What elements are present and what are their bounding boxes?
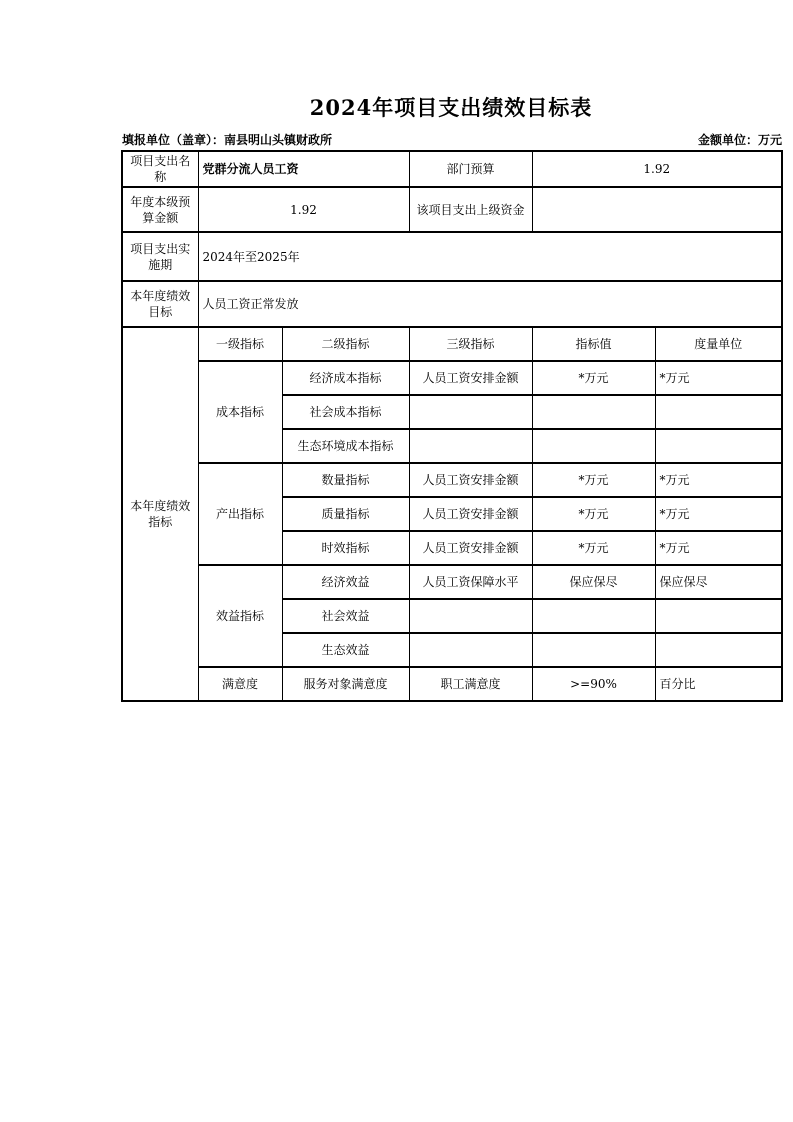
measure-unit-cell: *万元 bbox=[655, 361, 782, 395]
reporting-unit-label: 填报单位（盖章）：南县明山头镇财政所 bbox=[122, 133, 333, 147]
table-row bbox=[122, 232, 782, 281]
indicator-value-cell: *万元 bbox=[532, 463, 655, 497]
value-superior-funds bbox=[532, 187, 782, 232]
column-header-measure-unit: 度量单位 bbox=[655, 327, 782, 361]
value-project-expenditure-name: 党群分流人员工资 bbox=[198, 151, 409, 187]
column-header-level2: 二级指标 bbox=[282, 327, 409, 361]
indicator-value-cell: >=90% bbox=[532, 667, 655, 701]
document-title: 2024年项目支出绩效目标表 bbox=[309, 95, 593, 120]
measure-unit-cell bbox=[655, 599, 782, 633]
level3-cell: 人员工资安排金额 bbox=[409, 463, 532, 497]
indicator-header-row bbox=[122, 327, 782, 361]
level2-cell: 生态环境成本指标 bbox=[282, 429, 409, 463]
indicator-row bbox=[122, 361, 782, 395]
level2-cell: 生态效益 bbox=[282, 633, 409, 667]
column-header-indicator-value: 指标值 bbox=[532, 327, 655, 361]
indicator-value-cell: 保应保尽 bbox=[532, 565, 655, 599]
performance-target-table bbox=[121, 150, 783, 702]
indicator-value-cell: *万元 bbox=[532, 497, 655, 531]
level2-cell: 质量指标 bbox=[282, 497, 409, 531]
label-annual-local-budget-amount: 年度本级预算金额 bbox=[122, 187, 198, 232]
label-implementation-period: 项目支出实施期 bbox=[122, 232, 198, 281]
level2-cell: 经济成本指标 bbox=[282, 361, 409, 395]
value-implementation-period: 2024年至2025年 bbox=[198, 232, 782, 281]
measure-unit-cell: *万元 bbox=[655, 497, 782, 531]
label-project-expenditure-name: 项目支出名称 bbox=[122, 151, 198, 187]
table-row bbox=[122, 151, 782, 187]
level2-cell: 时效指标 bbox=[282, 531, 409, 565]
column-header-level3: 三级指标 bbox=[409, 327, 532, 361]
table-row bbox=[122, 281, 782, 327]
group-label-satisfaction: 满意度 bbox=[198, 667, 282, 701]
measure-unit-cell: *万元 bbox=[655, 531, 782, 565]
document-meta-row bbox=[122, 131, 782, 148]
level3-cell bbox=[409, 599, 532, 633]
level2-cell: 服务对象满意度 bbox=[282, 667, 409, 701]
indicator-value-cell bbox=[532, 599, 655, 633]
value-annual-performance-goal: 人员工资正常发放 bbox=[198, 281, 782, 327]
level2-cell: 社会成本指标 bbox=[282, 395, 409, 429]
group-label-benefit-indicators: 效益指标 bbox=[198, 565, 282, 667]
value-annual-local-budget-amount: 1.92 bbox=[198, 187, 409, 232]
indicator-value-cell: *万元 bbox=[532, 361, 655, 395]
level3-cell bbox=[409, 395, 532, 429]
measure-unit-cell bbox=[655, 633, 782, 667]
level3-cell bbox=[409, 429, 532, 463]
level2-cell: 社会效益 bbox=[282, 599, 409, 633]
level2-cell: 经济效益 bbox=[282, 565, 409, 599]
section-label-annual-performance-indicators: 本年度绩效指标 bbox=[122, 327, 198, 701]
label-annual-performance-goal: 本年度绩效目标 bbox=[122, 281, 198, 327]
indicator-row bbox=[122, 667, 782, 701]
table-row bbox=[122, 187, 782, 232]
indicator-value-cell bbox=[532, 395, 655, 429]
level3-cell: 人员工资安排金额 bbox=[409, 531, 532, 565]
indicator-row bbox=[122, 565, 782, 599]
measure-unit-cell: *万元 bbox=[655, 463, 782, 497]
measure-unit-cell bbox=[655, 395, 782, 429]
level3-cell: 职工满意度 bbox=[409, 667, 532, 701]
label-department-budget: 部门预算 bbox=[409, 151, 532, 187]
level3-cell: 人员工资保障水平 bbox=[409, 565, 532, 599]
measure-unit-cell bbox=[655, 429, 782, 463]
value-department-budget: 1.92 bbox=[532, 151, 782, 187]
indicator-value-cell bbox=[532, 633, 655, 667]
level3-cell bbox=[409, 633, 532, 667]
group-label-cost-indicators: 成本指标 bbox=[198, 361, 282, 463]
measure-unit-cell: 保应保尽 bbox=[655, 565, 782, 599]
amount-unit-label: 金额单位：万元 bbox=[697, 133, 782, 147]
level2-cell: 数量指标 bbox=[282, 463, 409, 497]
indicator-row bbox=[122, 463, 782, 497]
indicator-value-cell bbox=[532, 429, 655, 463]
label-superior-funds: 该项目支出上级资金 bbox=[409, 187, 532, 232]
group-label-output-indicators: 产出指标 bbox=[198, 463, 282, 565]
level3-cell: 人员工资安排金额 bbox=[409, 497, 532, 531]
column-header-level1: 一级指标 bbox=[198, 327, 282, 361]
indicator-value-cell: *万元 bbox=[532, 531, 655, 565]
level3-cell: 人员工资安排金额 bbox=[409, 361, 532, 395]
measure-unit-cell: 百分比 bbox=[655, 667, 782, 701]
